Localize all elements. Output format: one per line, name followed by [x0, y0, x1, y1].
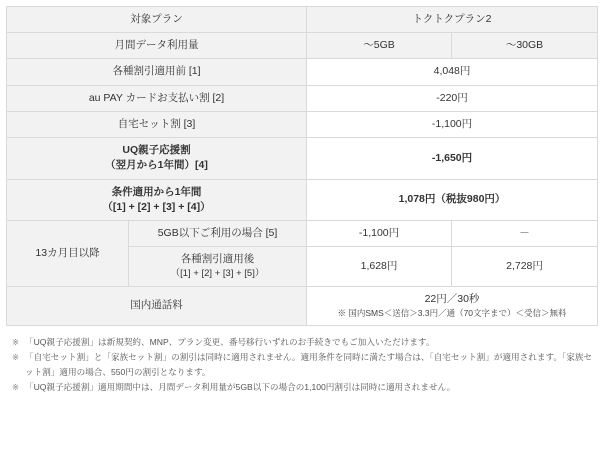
domestic-call-note: ※ 国内SMS＜送信＞3.3円／通（70文字まで）＜受信＞無料: [337, 308, 567, 319]
footnote-item: [12, 335, 593, 350]
uq-support-label-line1: UQ親子応援割: [122, 144, 191, 157]
footnote-text: 「UQ親子応援割」適用期間中は、月間データ利用量が5GB以下の場合の1,100円割引は同時に適用されません。: [25, 381, 456, 392]
one-year-label-line2: （[1] + [2] + [3] + [4]）: [102, 200, 211, 213]
row-value-aupay-card: -220円: [307, 85, 598, 111]
header-row-label: 対象プラン: [7, 7, 307, 33]
sub-row-label-after-discounts-line1: 各種割引適用後: [180, 253, 255, 266]
data-usage-label: 月間データ利用量: [7, 33, 307, 59]
row-label-one-year: [7, 179, 307, 220]
one-year-label-line1: 条件適用から1年間: [111, 185, 202, 198]
table-row: [7, 220, 598, 246]
header-plan-name: トクトクプラン2: [307, 7, 598, 33]
row-label-before-discount: 各種割引適用前 [1]: [7, 59, 307, 85]
row-label-domestic-call: 国内通話料: [7, 287, 307, 326]
table-row: [7, 179, 598, 220]
sub-row-label-after-discounts-line2: （[1] + [2] + [3] + [5]）: [170, 268, 265, 280]
table-row: [7, 59, 598, 85]
table-row-header: [7, 7, 598, 33]
row-value-domestic-call: [307, 287, 598, 326]
uq-support-label-line2: （翌月から1年間）[4]: [105, 159, 208, 172]
sub-row-after-discounts-col1: 1,628円: [307, 247, 452, 287]
footnote-mark: ※: [12, 336, 20, 347]
footnote-item: [12, 380, 593, 395]
data-usage-col2: ～30GB: [452, 33, 598, 59]
row-label-after-13-months: 13カ月目以降: [7, 220, 129, 286]
footnote-mark: ※: [12, 381, 20, 392]
table-row-domestic-call: [7, 287, 598, 326]
footnote-mark: ※: [12, 351, 20, 362]
sub-row-under-5gb-col1: -1,100円: [307, 220, 452, 246]
row-label-home-set: 自宅セット割 [3]: [7, 111, 307, 137]
row-value-before-discount: 4,048円: [307, 59, 598, 85]
domestic-call-rate: 22円／30秒: [424, 293, 480, 306]
footnote-item: [12, 350, 593, 380]
row-value-home-set: -1,100円: [307, 111, 598, 137]
footnotes: [6, 335, 597, 395]
table-row: [7, 138, 598, 179]
sub-row-label-under-5gb: [129, 220, 307, 246]
row-label-uq-support: [7, 138, 307, 179]
sub-row-label-after-discounts: [129, 247, 307, 287]
plan-price-table: [6, 6, 598, 326]
footnote-text: 「UQ親子応援割」は新規契約、MNP、プラン変更、番号移行いずれのお手続きでもご加入いただけます。: [25, 336, 435, 347]
sub-row-under-5gb-col2: －: [452, 220, 598, 246]
table-row: [7, 85, 598, 111]
data-usage-col1: ～5GB: [307, 33, 452, 59]
row-label-aupay-card: au PAY カードお支払い割 [2]: [7, 85, 307, 111]
table-row-data-usage: [7, 33, 598, 59]
sub-row-after-discounts-col2: 2,728円: [452, 247, 598, 287]
footnote-text: 「自宅セット割」と「家族セット割」の割引は同時に適用されません。適用条件を同時に満たす場合は、「自宅セット割」が適用されます。「家族セット割」適用の場合、550円の割引となります。: [25, 351, 593, 377]
row-value-uq-support: -1,650円: [307, 138, 598, 179]
row-value-one-year: 1,078円（税抜980円）: [307, 179, 598, 220]
sub-row-label-under-5gb-line1: 5GB以下ご利用の場合 [5]: [157, 226, 278, 239]
table-row: [7, 111, 598, 137]
